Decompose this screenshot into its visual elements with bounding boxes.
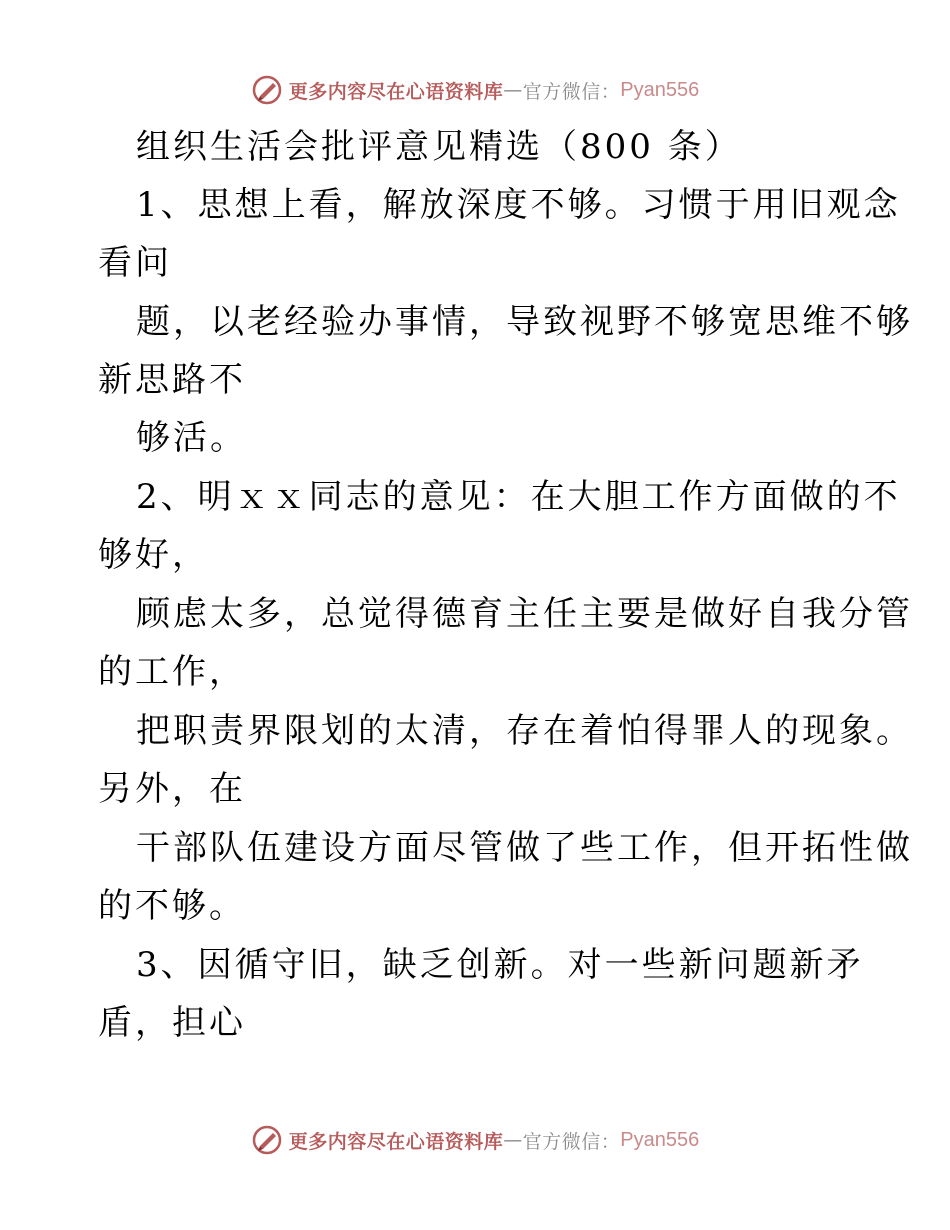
text-line: 3、因循守旧，缺乏创新。对一些新问题新矛 [136,945,864,985]
text-line: 把职责界限划的太清，存在着怕得罪人的现象。 [136,711,913,751]
watermark-account: Pyan556 [620,1128,700,1151]
text-line: 2、明ｘｘ同志的意见：在大胆工作方面做的不 [136,477,901,517]
watermark-dash: — [503,79,523,101]
watermark-text: 更多内容尽在心语资料库 [288,80,504,103]
watermark-text-2: 官方微信： [522,80,621,103]
text-line: 1、思想上看，解放深度不够。习惯于用旧观念 [136,185,901,225]
text-line: 的工作， [98,652,246,692]
document-title: 组织生活会批评意见精选（800 条） [136,127,742,167]
watermark-banner-bottom [0,1120,950,1160]
watermark-dash: — [503,1129,523,1151]
watermark-text: 更多内容尽在心语资料库 [288,1130,504,1153]
watermark-account: Pyan556 [620,78,700,101]
text-line: 盾，担心 [98,1003,246,1043]
text-line: 题，以老经验办事情，导致视野不够宽思维不够 [136,302,913,342]
text-line: 的不够。 [98,886,246,926]
pen-logo-icon [251,74,283,106]
text-line: 另外，在 [98,769,246,809]
text-line: 够活。 [136,418,247,458]
text-line: 顾虑太多，总觉得德育主任主要是做好自我分管 [136,594,913,634]
text-line: 新思路不 [98,360,246,400]
text-line: 看问 [98,243,172,283]
text-line: 够好， [98,535,209,575]
watermark-banner-top [0,70,950,110]
text-line: 干部队伍建设方面尽管做了些工作，但开拓性做 [136,828,913,868]
pen-logo-icon [251,1124,283,1156]
watermark-text-2: 官方微信： [522,1130,621,1153]
